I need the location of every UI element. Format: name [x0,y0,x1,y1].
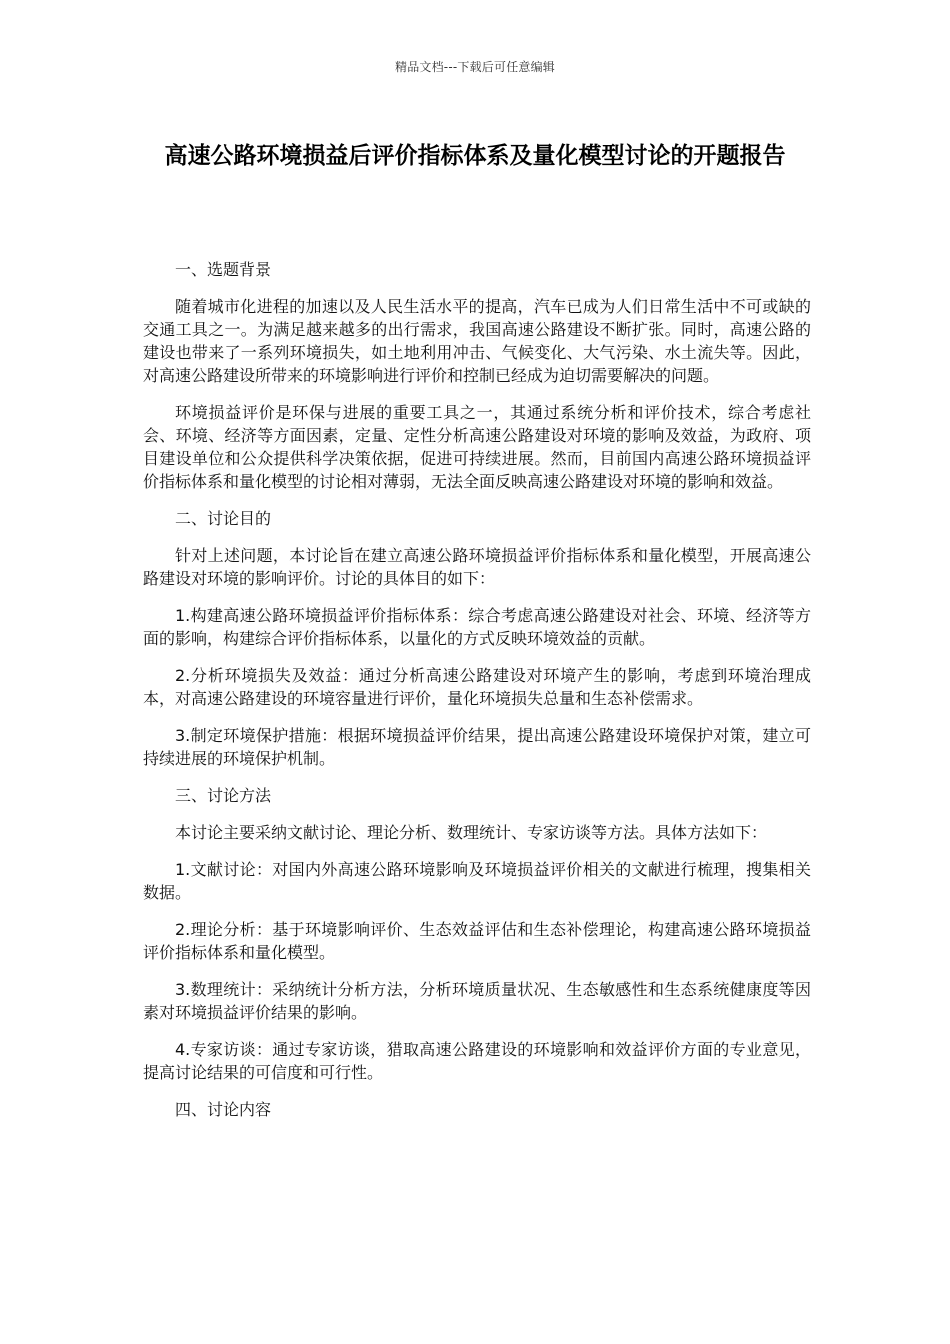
header-note: 精品文档---下载后可任意编辑 [395,60,555,74]
paragraph: 随着城市化进程的加速以及人民生活水平的提高，汽车已成为人们日常生活中不可或缺的交通工具之一。为满足越来越多的出行需求，我国高速公路建设不断扩张。同时，高速公路的建设也带来了一系列环境损失，如土地利用冲击、气候变化、大气污染、水土流失等。因此，对高速公路建设所带来的环境影响进行评价和控制已经成为迫切需要解决的问题。 [143,297,811,385]
section-heading-background: 一、选题背景 [175,260,272,279]
document-body [143,258,811,1135]
section-heading-content: 四、讨论内容 [175,1100,272,1119]
list-item: 2.分析环境损失及效益：通过分析高速公路建设对环境产生的影响，考虑到环境治理成本，对高速公路建设的环境容量进行评价，量化环境损失总量和生态补偿需求。 [143,666,811,708]
list-item: 1.文献讨论：对国内外高速公路环境影响及环境损益评价相关的文献进行梳理，搜集相关数据。 [143,860,811,902]
list-item: 2.理论分析：基于环境影响评价、生态效益评估和生态补偿理论，构建高速公路环境损益评价指标体系和量化模型。 [143,920,811,962]
list-item: 1.构建高速公路环境损益评价指标体系：综合考虑高速公路建设对社会、环境、经济等方面的影响，构建综合评价指标体系，以量化的方式反映环境效益的贡献。 [143,606,811,648]
list-item: 4.专家访谈：通过专家访谈，猎取高速公路建设的环境影响和效益评价方面的专业意见，提高讨论结果的可信度和可行性。 [143,1040,811,1082]
list-item: 3.制定环境保护措施：根据环境损益评价结果，提出高速公路建设环境保护对策，建立可持续进展的环境保护机制。 [143,726,811,768]
paragraph: 环境损益评价是环保与进展的重要工具之一，其通过系统分析和评价技术，综合考虑社会、环境、经济等方面因素，定量、定性分析高速公路建设对环境的影响及效益，为政府、项目建设单位和公众提供科学决策依据，促进可持续进展。然而，目前国内高速公路环境损益评价指标体系和量化模型的讨论相对薄弱，无法全面反映高速公路建设对环境的影响和效益。 [143,403,811,491]
list-item: 3.数理统计：采纳统计分析方法，分析环境质量状况、生态敏感性和生态系统健康度等因素对环境损益评价结果的影响。 [143,980,811,1022]
paragraph: 本讨论主要采纳文献讨论、理论分析、数理统计、专家访谈等方法。具体方法如下： [175,823,768,842]
section-heading-purpose: 二、讨论目的 [175,509,272,528]
section-heading-methods: 三、讨论方法 [175,786,272,805]
document-title: 高速公路环境损益后评价指标体系及量化模型讨论的开题报告 [164,143,786,169]
paragraph: 针对上述问题，本讨论旨在建立高速公路环境损益评价指标体系和量化模型，开展高速公路建设对环境的影响评价。讨论的具体目的如下： [143,546,811,588]
